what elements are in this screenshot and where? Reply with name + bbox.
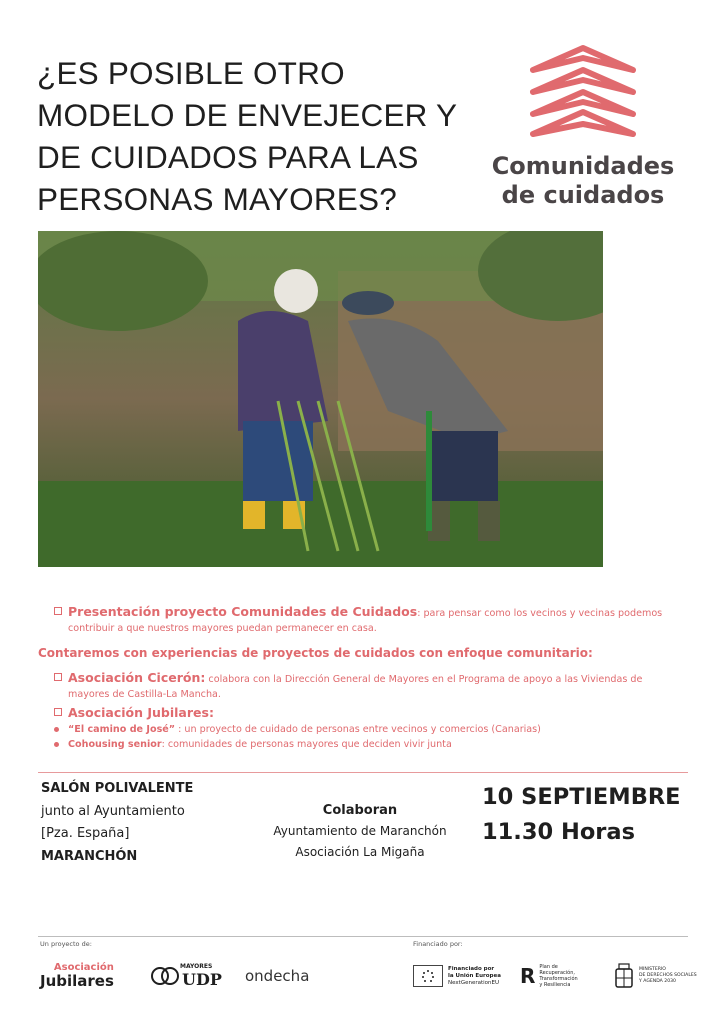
item-jubilares: [38, 705, 678, 722]
bullet-dot-icon: [54, 742, 59, 747]
logo-line-1: Comunidades: [491, 152, 675, 180]
collab-line-1: Ayuntamiento de Maranchón: [273, 824, 447, 838]
bullet-dot-icon: [54, 727, 59, 732]
garden-photo: [38, 231, 603, 567]
checkbox-square-icon: [54, 708, 62, 716]
udp-text: UDP: [182, 970, 222, 989]
venue-block: [41, 778, 193, 868]
udp-small: MAYORES: [180, 963, 213, 970]
venue-town: MARANCHÓN: [41, 848, 138, 864]
comunidades-logo: [478, 40, 688, 220]
jubilares-top: Asociación: [53, 962, 114, 973]
ondecha-logo: [245, 958, 309, 994]
event-description: [38, 604, 678, 752]
ministry-text-2: DE DERECHOS SOCIALES: [639, 973, 697, 978]
roof-chevrons-icon: [528, 42, 638, 137]
ministry-text-1: MINISTERIO: [639, 967, 666, 972]
plan-text-3: Transformación: [539, 976, 578, 982]
eu-logo: [413, 958, 501, 994]
main-line: Contaremos con experiencias de proyectos de cuidados con enfoque comunitario:: [38, 646, 593, 660]
event-time: 11.30 Horas: [482, 819, 635, 845]
ministry-logo: [613, 958, 697, 994]
divider: [38, 772, 688, 773]
item-ciceron: [38, 670, 678, 702]
bullet-cohousing: [38, 737, 678, 752]
plan-text-2: Recuperación,: [539, 970, 575, 976]
eu-text-3: NextGenerationEU: [448, 979, 499, 986]
eu-text-2: la Unión Europea: [448, 972, 501, 979]
udp-logo: [150, 958, 222, 994]
footer-divider: [38, 936, 688, 937]
funded-label: Financiado por:: [413, 940, 463, 948]
logo-line-2: de cuidados: [501, 181, 665, 209]
jubilares-logo: [40, 958, 114, 994]
plan-r-icon: R: [520, 964, 536, 988]
item3-title: Asociación Jubilares:: [68, 705, 214, 720]
venue-location: junto al Ayuntamiento: [41, 803, 185, 819]
item1-text: : para pensar como los vecinos y vecinas podemos contribuir a que nuestros mayores puedan permanecer en casa.: [68, 608, 663, 634]
item1-title: Presentación proyecto Comunidades de Cuidados: [68, 604, 418, 619]
project-label: Un proyecto de:: [40, 940, 92, 948]
checkbox-square-icon: [54, 673, 62, 681]
bullet1-text: : un proyecto de cuidado de personas entre vecinos y comercios (Canarias): [175, 724, 541, 735]
plan-text-1: Plan de: [539, 964, 558, 970]
bullet-camino: [38, 722, 678, 737]
poster-title: ¿ES POSIBLE OTRO MODELO DE ENVEJECER Y DE CUIDADOS PARA LAS PERSONAS MAYORES?: [37, 55, 457, 217]
jubilares-bottom: Jubilares: [40, 972, 114, 990]
coat-of-arms-icon: [613, 963, 635, 989]
item-presentacion: [38, 604, 678, 636]
event-date: 10 SEPTIEMBRE: [482, 784, 681, 810]
collab-heading: Colaboran: [322, 803, 398, 818]
eu-flag-icon: [413, 965, 443, 987]
ministry-text-3: Y AGENDA 2030: [639, 979, 676, 984]
venue-square: [Pza. España]: [41, 826, 130, 841]
plan-text-4: y Resiliencia: [539, 982, 571, 988]
item2-text: colabora con la Dirección General de Mayores en el Programa de apoyo a las Viviendas de mayores de Castilla-La Mancha.: [68, 674, 643, 700]
bullet2-title: Cohousing senior: [68, 739, 162, 750]
item2-title: Asociación Cicerón:: [68, 670, 206, 685]
bullet1-title: “El camino de José”: [68, 724, 176, 735]
globe-icon: [150, 966, 180, 986]
plan-logo: [520, 958, 578, 994]
eu-text-1: Financiado por: [448, 965, 495, 972]
checkbox-square-icon: [54, 607, 62, 615]
venue-name: SALÓN POLIVALENTE: [41, 781, 194, 796]
collab-line-2: Asociación La Migaña: [295, 845, 425, 859]
date-time-block: [482, 780, 681, 850]
bullet2-text: : comunidades de personas mayores que deciden vivir junta: [161, 739, 452, 750]
collaborators-block: [260, 800, 460, 863]
ondecha-text: ondecha: [245, 967, 310, 985]
